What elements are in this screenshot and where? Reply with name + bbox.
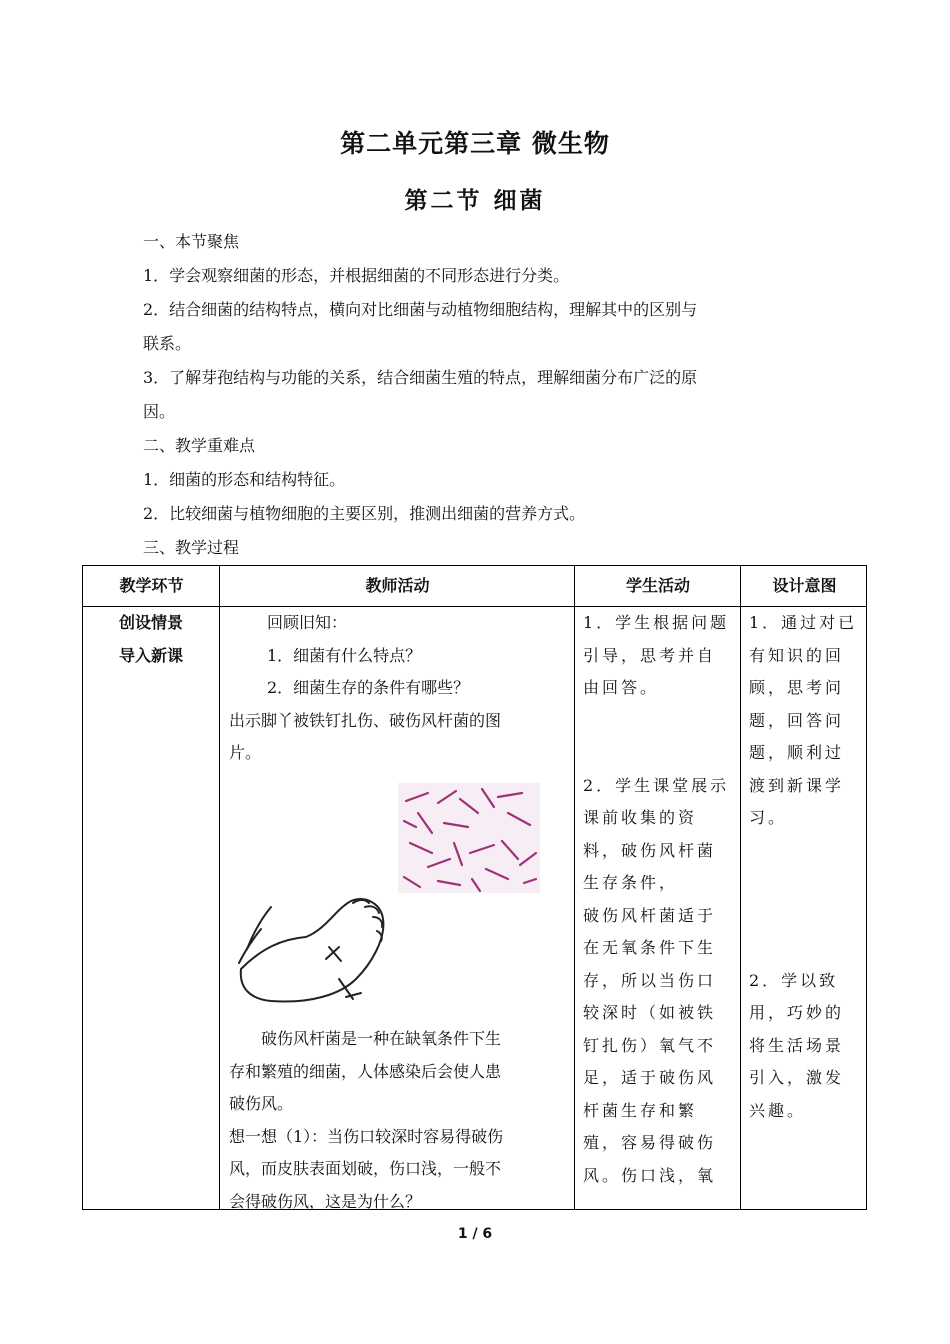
section-title: 第二节 细菌	[404, 187, 546, 214]
intent-line: 题，回答问	[749, 710, 845, 730]
teacher-review: 回顾旧知：	[267, 613, 348, 632]
focus-heading: 一、本节聚焦	[143, 232, 240, 251]
key-item-2: 2．比较细菌与植物细胞的主要区别，推测出细菌的营养方式。	[143, 504, 586, 523]
intent-line: 题，顺利过	[749, 743, 845, 762]
page-number: 1 / 6	[457, 1226, 493, 1242]
focus-item-1: 1．学会观察细菌的形态，并根据细菌的不同形态进行分类。	[143, 266, 570, 285]
intent-line: 将生活场景	[749, 1035, 845, 1055]
student-line: 杆菌生存和繁	[583, 1100, 698, 1120]
student-line: 由回答。	[583, 678, 660, 697]
think-question: 想一想（1）：当伤口较深时容易得破伤	[229, 1126, 504, 1146]
teacher-cell	[229, 607, 569, 770]
student-line: 较深时（如被铁	[583, 1003, 717, 1022]
intent-line: 习。	[749, 808, 788, 827]
intent-line: 兴趣。	[749, 1100, 807, 1120]
intent-line: 用，巧妙的	[749, 1003, 845, 1022]
student-cell	[583, 607, 735, 1192]
key-item-1: 1．细菌的形态和结构特征。	[143, 470, 346, 489]
focus-item-2: 2．结合细菌的结构特点，横向对比细菌与动植物细胞结构，理解其中的区别与	[143, 300, 698, 319]
student-spacer	[583, 705, 735, 770]
think-question-2: 风，而皮肤表面划破，伤口浅，一般不	[229, 1159, 502, 1178]
student-line: 钉扎伤）氧气不	[583, 1035, 717, 1055]
student-line: 殖，容易得破伤	[583, 1133, 717, 1152]
document-title: 第二单元第三章 微生物	[340, 129, 610, 158]
teacher-show-cont: 片。	[229, 743, 262, 762]
tetanus-desc-3: 破伤风。	[229, 1094, 294, 1113]
student-line: 在无氧条件下生	[583, 938, 717, 957]
student-line: 存，所以当伤口	[583, 970, 717, 990]
student-line: 料，破伤风杆菌	[583, 840, 717, 860]
teacher-cell-2	[229, 1023, 569, 1218]
foot-nail-illustration	[231, 889, 401, 1019]
header-stage: 教学环节	[119, 576, 184, 595]
header-teacher: 教师活动	[365, 576, 430, 595]
teacher-q1: 1．细菌有什么特点？	[267, 645, 422, 665]
intent-line: 1．通过对已	[749, 613, 858, 632]
stage-line-1: 创设情景	[118, 613, 183, 632]
student-line: 风。伤口浅，氧	[583, 1165, 717, 1185]
lesson-table	[82, 565, 867, 1210]
student-line: 引导，思考并自	[583, 645, 717, 665]
bacteria-micrograph-image	[398, 783, 540, 893]
intent-line: 2．学以致	[749, 970, 839, 990]
student-line: 破伤风杆菌适于	[583, 905, 717, 925]
stage-line-2: 导入新课	[118, 645, 183, 665]
student-line: 课前收集的资	[583, 808, 698, 827]
focus-item-3: 3．了解芽孢结构与功能的关系，结合细菌生殖的特点，理解细菌分布广泛的原	[143, 368, 698, 387]
stage-cell	[83, 607, 219, 672]
intent-line: 有知识的回	[749, 645, 845, 665]
focus-item-3-cont: 因。	[143, 402, 176, 421]
student-line: 足，适于破伤风	[583, 1068, 717, 1087]
intro-text	[143, 225, 808, 565]
student-line: 1．学生根据问题	[583, 613, 730, 632]
think-question-3: 会得破伤风，这是为什么？	[229, 1191, 422, 1211]
intent-line: 顾，思考问	[749, 678, 845, 697]
header-student: 学生活动	[625, 576, 690, 595]
intent-line: 渡到新课学	[749, 775, 845, 795]
teacher-q2: 2．细菌生存的条件有哪些？	[267, 678, 470, 697]
student-line: 生存条件，	[583, 873, 679, 892]
key-heading: 二、教学重难点	[143, 436, 256, 455]
tetanus-desc-2: 存和繁殖的细菌，人体感染后会使人患	[229, 1061, 502, 1081]
micrograph-background	[398, 783, 540, 893]
intent-spacer	[749, 835, 863, 965]
intent-cell	[749, 607, 863, 1127]
focus-item-2-cont: 联系。	[143, 334, 192, 353]
foot-outline	[239, 899, 383, 1001]
tetanus-desc: 破伤风杆菌是一种在缺氧条件下生	[261, 1029, 502, 1048]
intent-line: 引入，激发	[749, 1068, 845, 1087]
header-intent: 设计意图	[772, 576, 837, 595]
process-heading: 三、教学过程	[143, 538, 240, 557]
student-line: 2．学生课堂展示	[583, 775, 730, 795]
teacher-show: 出示脚丫被铁钉扎伤、破伤风杆菌的图	[229, 710, 502, 730]
